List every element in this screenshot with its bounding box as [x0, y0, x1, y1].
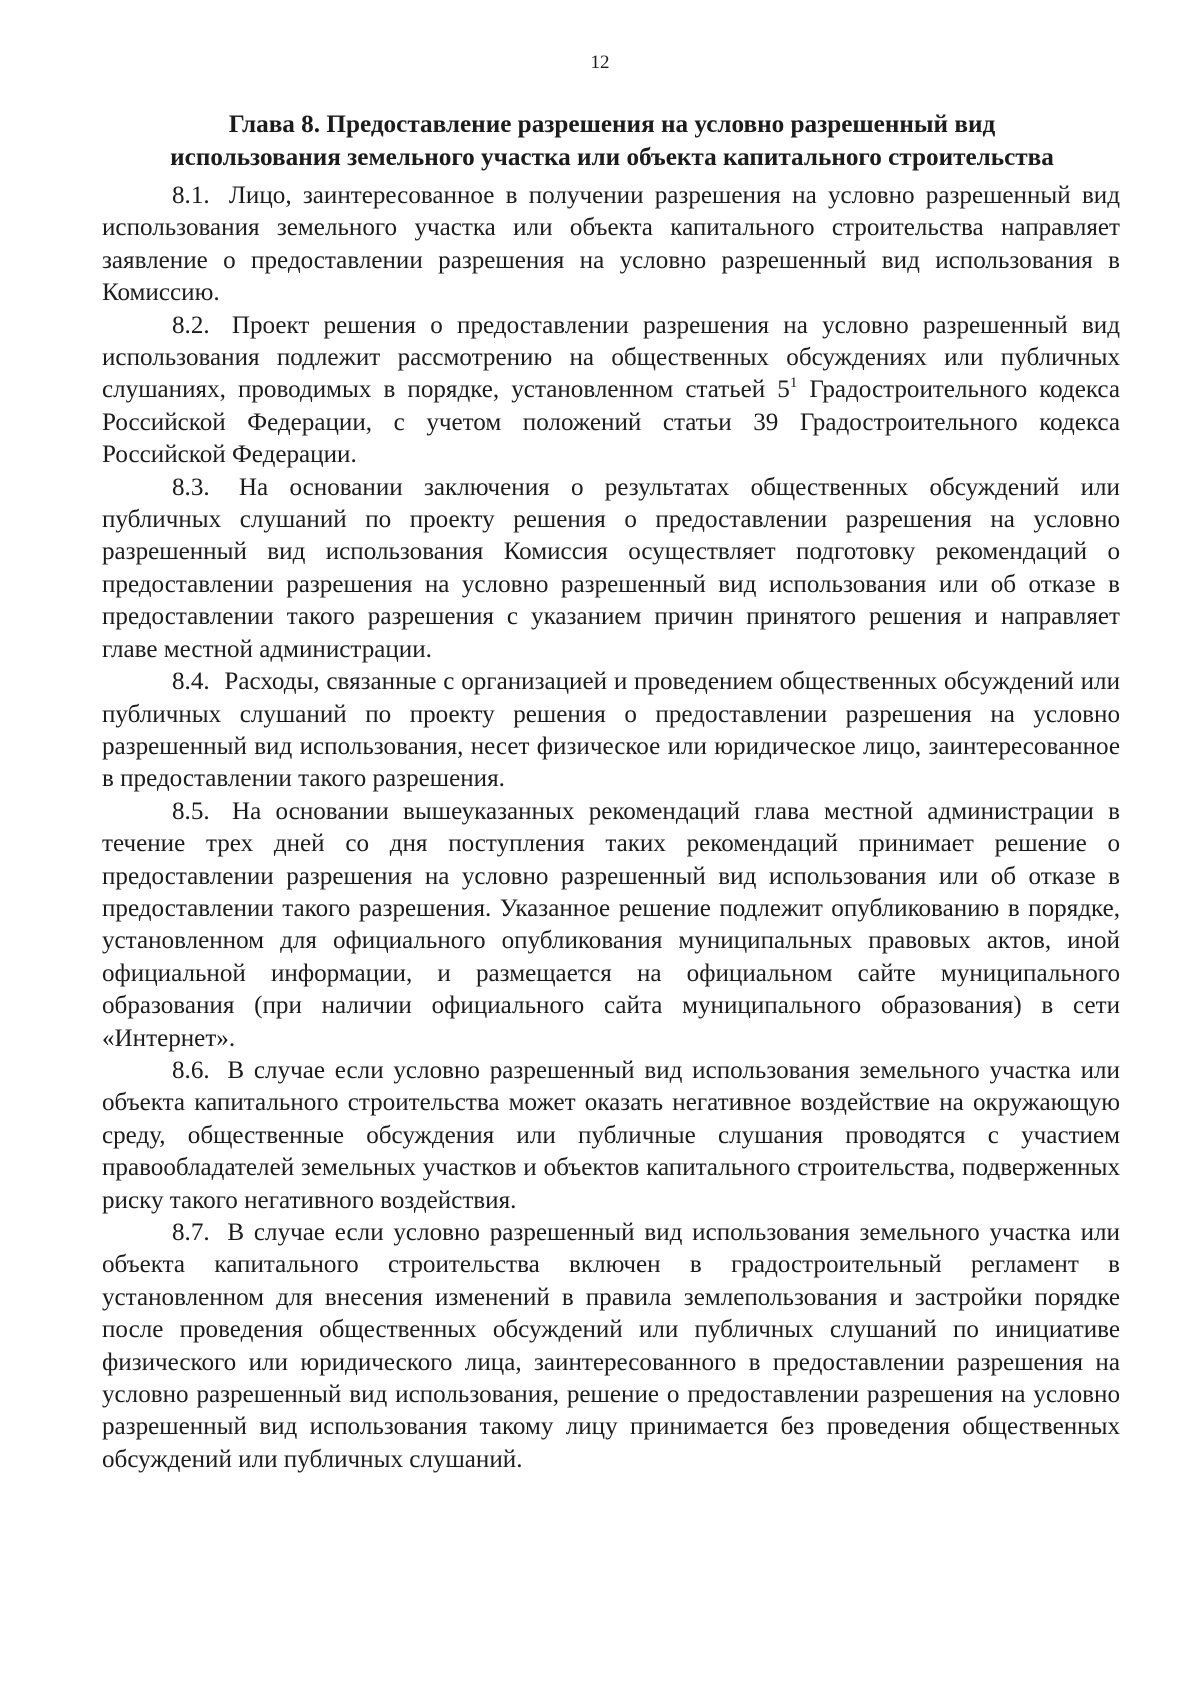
paragraph-text: Лицо, заинтересованное в получении разрешения на условно разрешенный вид использования земельного участка или объекта капитального строительства направляет заявление о предоставлении разрешения на условно разрешенный вид использования в Комиссию. [102, 182, 1120, 307]
paragraph-number: 8.1. [172, 182, 210, 209]
paragraph-text-part-1: Проект решения о предоставлении разрешения на условно разрешенный вид использования подлежит рассмотрению на общественных обсуждениях или публичных слушаниях, проводимых в порядке, установленном статьей 5 [102, 311, 1120, 404]
paragraph-number: 8.2. [172, 311, 210, 339]
chapter-title-line-1: Глава 8. Предоставление разрешения на условно разрешенный вид [228, 111, 996, 138]
paragraph-text: В случае если условно разрешенный вид использования земельного участка или объекта капитального строительства может оказать негативное воздействие на окружающую среду, общественные обсуждения или публичные слушания проводятся с участием правообладателей земельных участков и объектов капитального строительства, подверженных риску такого негативного воздействия. [102, 1056, 1120, 1214]
paragraph-text: На основании заключения о результатах общественных обсуждений или публичных слушаний по проекту решения о предоставлении разрешения на условно разрешенный вид использования Комиссия осуществляет подготовку рекомендаций о предоставлении разрешения на условно разрешенный вид использования или об отказе в предоставлении такого разрешения с указанием причин принятого решения и направляет главе местной администрации. [102, 473, 1120, 663]
paragraph-text: Расходы, связанные с организацией и проведением общественных обсуждений или публичных слушаний по проекту решения о предоставлении разрешения на условно разрешенный вид использования, несет физическое или юридическое лицо, заинтересованное в предоставлении такого разрешения. [102, 668, 1120, 793]
paragraph-text: В случае если условно разрешенный вид использования земельного участка или объекта капитального строительства включен в градостроительный регламент в установленном для внесения изменений в правила землепользования и застройки порядке после проведения общественных обсуждений или публичных слушаний по инициативе физического или юридического лица, заинтересованного в предоставлении разрешения на условно разрешенный вид использования, решение о предоставлении разрешения на условно разрешенный вид использования такому лицу принимается без проведения общественных обсуждений или публичных слушаний. [102, 1219, 1120, 1473]
paragraph-8-1 [102, 180, 1120, 310]
paragraph-text: На основании вышеуказанных рекомендаций глава местной администрации в течение трех дней со дня поступления таких рекомендаций принимает решение о предоставлении разрешения на условно разрешенный вид использования или об отказе в предоставлении такого разрешения. Указанное решение подлежит опубликованию в порядке, установленном для официального опубликования муниципальных правовых актов, иной официальной информации, и размещается на официальном сайте муниципального образования (при наличии официального сайта муниципального образования) в сети «Интернет». [102, 797, 1120, 1052]
paragraph-8-4 [102, 666, 1120, 796]
document-body [102, 180, 1120, 1476]
paragraph-number: 8.4. [172, 668, 210, 696]
paragraph-8-2 [102, 310, 1120, 472]
page-number: 12 [590, 52, 610, 73]
paragraph-8-7 [102, 1217, 1120, 1476]
paragraph-number: 8.7. [172, 1219, 210, 1246]
chapter-title [102, 108, 1122, 174]
paragraph-number: 8.3. [172, 473, 210, 501]
chapter-title-line-2: использования земельного участка или объекта капитального строительства [170, 144, 1054, 171]
paragraph-8-3 [102, 472, 1120, 666]
article-superscript: 1 [789, 375, 798, 392]
paragraph-text-part-2: Градостроительного кодекса Российской Федерации, с учетом положений статьи 39 Градостроительного кодекса Российской Федерации. [102, 376, 1120, 469]
paragraph-8-5 [102, 796, 1120, 1055]
paragraph-number: 8.5. [172, 797, 210, 825]
paragraph-number: 8.6. [172, 1056, 210, 1084]
paragraph-8-6 [102, 1055, 1120, 1217]
